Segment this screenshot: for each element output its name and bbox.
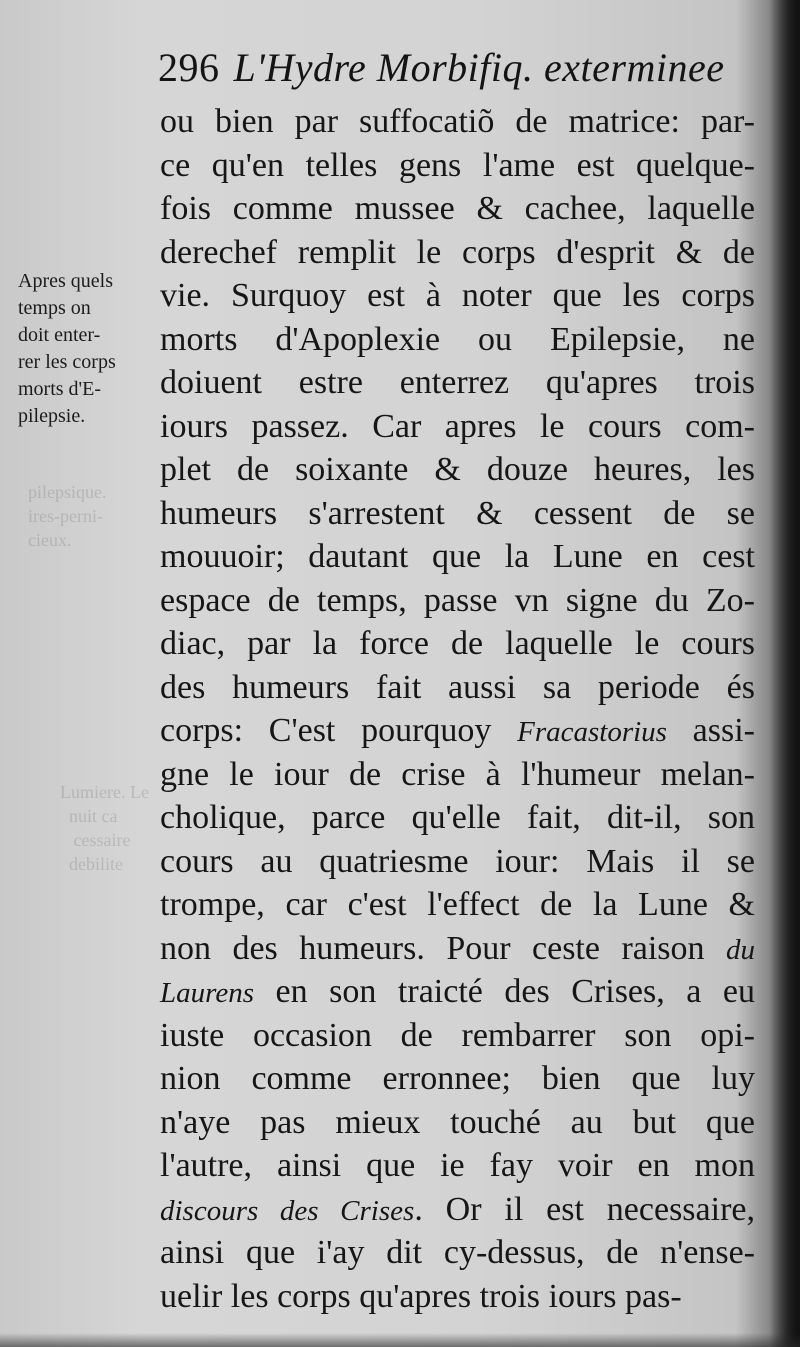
author-name-fracastorius: Fracastorius xyxy=(517,716,667,748)
text-line: l'autre, ainsi que ie fay voir en mon xyxy=(160,1147,755,1184)
text-line: n'aye pas mieux touché au but que xyxy=(160,1103,755,1141)
text-line: fois comme mussee & cachee, laquelle xyxy=(160,190,755,227)
line-segment: . Or il est necessaire, xyxy=(414,1190,755,1228)
text-line: gne le iour de crise à l'humeur melan- xyxy=(160,755,755,793)
work-title-discours: discours des Crises xyxy=(160,1194,415,1227)
text-line: morts d'Apoplexie ou Epilepsie, ne xyxy=(160,320,755,358)
page-bottom-edge xyxy=(0,1333,800,1347)
text-line: plet de soixante & douze heures, les xyxy=(160,451,755,488)
text-line: nion comme erronnee; bien que luy xyxy=(160,1060,755,1097)
text-line: diac, par la force de laquelle le cours xyxy=(160,625,755,662)
text-line: des humeurs fait aussi sa periode és xyxy=(160,668,755,706)
page-number: 296 xyxy=(158,45,220,90)
text-line: uelir les corps qu'apres trois iours pas- xyxy=(160,1277,682,1315)
text-line: ou bien par suffocatiõ de matrice: par- xyxy=(160,103,755,140)
running-title: L'Hydre Morbifiq. exterminee xyxy=(233,45,725,90)
line-segment: non des humeurs. Pour ceste raison xyxy=(160,929,726,967)
margin-note-line: Apres quels xyxy=(18,270,113,292)
text-line: ce qu'en telles gens l'ame est quelque- xyxy=(160,146,755,184)
bleed-through-text: pilepsique. ires-perni- cieux. xyxy=(28,482,107,550)
text-line xyxy=(160,709,755,753)
author-name-du: du xyxy=(726,933,755,966)
margin-note-line: pilepsie. xyxy=(18,405,86,427)
running-head xyxy=(158,44,748,100)
line-segment: en son traicté des Crises, a eu xyxy=(254,973,755,1010)
text-line: mouuoir; dautant que la Lune en cest xyxy=(160,538,755,575)
bleed-through-text: Lumiere. Le nuit ca cessaire debilite xyxy=(60,782,149,874)
margin-note-line: rer les corps xyxy=(18,351,116,373)
body-text xyxy=(160,100,755,1318)
text-line: derechef remplit le corps d'esprit & de xyxy=(160,233,755,271)
margin-note-line: morts d'E- xyxy=(18,378,102,400)
margin-note xyxy=(18,268,158,430)
text-line: espace de temps, passe vn signe du Zo- xyxy=(160,581,755,619)
text-line xyxy=(160,927,755,971)
text-line: humeurs s'arrestent & cessent de se xyxy=(160,494,755,532)
text-line: doiuent estre enterrez qu'apres trois xyxy=(160,364,755,401)
text-line: iours passez. Car apres le cours com- xyxy=(160,407,755,445)
text-line: cours au quatriesme iour: Mais il se xyxy=(160,842,755,880)
text-line: vie. Surquoy est à noter que les corps xyxy=(160,277,755,314)
text-line: iuste occasion de rembarrer son opi- xyxy=(160,1016,755,1054)
text-line: ainsi que i'ay dit cy-dessus, de n'ense- xyxy=(160,1234,755,1271)
line-segment: corps: C'est pourquoy xyxy=(160,712,518,749)
text-line xyxy=(160,970,755,1014)
text-line: cholique, parce qu'elle fait, dit-il, son xyxy=(160,799,755,836)
page-spine-shadow xyxy=(770,0,800,1347)
text-line xyxy=(160,1188,755,1232)
author-name-laurens: Laurens xyxy=(160,977,254,1009)
text-line: trompe, car c'est l'effect de la Lune & xyxy=(160,886,755,923)
line-segment: assi- xyxy=(666,712,755,749)
margin-note-line: temps on xyxy=(18,297,91,319)
margin-note-line: doit enter- xyxy=(18,324,101,346)
